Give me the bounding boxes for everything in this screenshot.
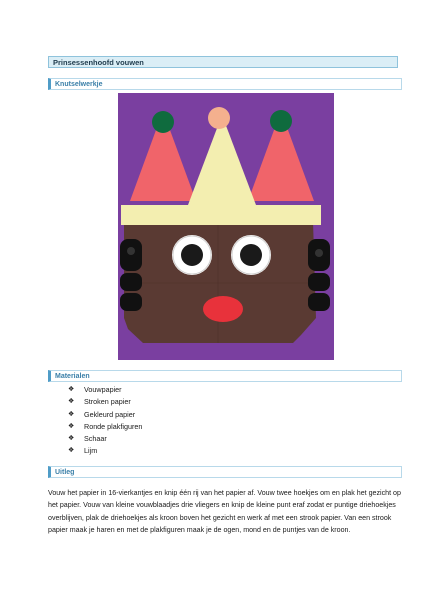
material-label: Stroken papier xyxy=(84,397,131,407)
material-label: Schaar xyxy=(84,434,107,444)
diamond-bullet-icon: ❖ xyxy=(68,447,75,455)
hair-left xyxy=(120,239,142,311)
diamond-bullet-icon: ❖ xyxy=(68,410,75,418)
list-item xyxy=(68,384,142,396)
mouth xyxy=(203,296,243,322)
hair-right xyxy=(308,239,330,311)
crown-tip-green-right xyxy=(270,110,292,132)
document-title: Prinsessenhoofd vouwen xyxy=(48,56,398,68)
face-shape xyxy=(124,221,316,343)
list-item xyxy=(68,433,142,445)
eye-right xyxy=(231,235,271,275)
craft-photo xyxy=(118,93,334,360)
crown-tip-green-left xyxy=(152,111,174,133)
instructions-paragraph: Vouw het papier in 16-vierkantjes en knip één rij van het papier af. Vouw twee hoekjes om en plak het gezicht op het papier. Vouw van kleine vouwblaadjes drie vliegers en knip de kleine punt eraf zodat er puntige driehoekjes overblijven, plak de driehoekjes als kroon boven het gezicht en werk af met een strook papier. Van een strook papier maak je haren en met de plakfiguren maak je de ogen, mond en de puntjes van de kroon. xyxy=(48,489,401,534)
list-item xyxy=(68,421,142,433)
diamond-bullet-icon: ❖ xyxy=(68,422,75,430)
list-item xyxy=(68,396,142,408)
crown-band xyxy=(121,205,321,225)
diamond-bullet-icon: ❖ xyxy=(68,398,75,406)
diamond-bullet-icon: ❖ xyxy=(68,386,75,393)
materials-list xyxy=(68,384,142,458)
eye-left xyxy=(172,235,212,275)
section-heading-uitleg: Uitleg xyxy=(48,466,402,478)
material-label: Gekleurd papier xyxy=(84,409,136,419)
material-label: Ronde plakfiguren xyxy=(84,421,143,431)
crown-tip-peach xyxy=(208,107,230,129)
diamond-bullet-icon: ❖ xyxy=(68,435,75,443)
section-heading-materialen: Materialen xyxy=(48,370,402,382)
list-item xyxy=(68,445,142,457)
material-label: Lijm xyxy=(84,446,98,456)
material-label: Vouwpapier xyxy=(84,385,122,394)
list-item xyxy=(68,409,142,421)
section-heading-knutselwerkje: Knutselwerkje xyxy=(48,78,402,90)
